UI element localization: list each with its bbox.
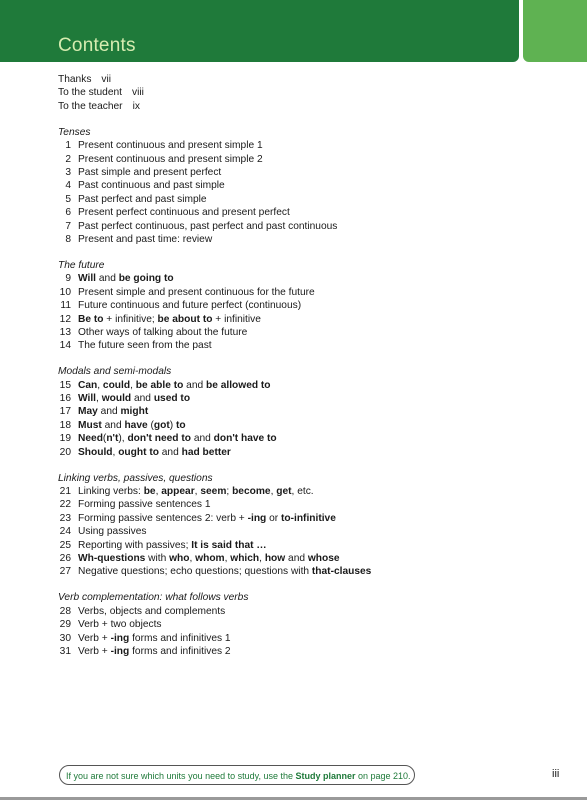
unit-title-text: Reporting with passives; bbox=[78, 539, 192, 551]
unit-title bbox=[78, 525, 147, 538]
unit-number: 24 bbox=[59, 526, 71, 538]
unit-title-text: and bbox=[183, 379, 206, 391]
unit-title-keyword: whom bbox=[195, 553, 225, 564]
unit-number: 16 bbox=[59, 393, 71, 405]
unit-title-keyword: become bbox=[232, 485, 271, 497]
unit-entry[interactable] bbox=[58, 552, 558, 565]
unit-title-keyword: It is said that … bbox=[191, 539, 267, 551]
unit-title-text: ), bbox=[118, 433, 128, 445]
unit-title-text: , bbox=[270, 485, 277, 497]
header-corner-tab bbox=[523, 0, 587, 62]
unit-title bbox=[78, 405, 148, 418]
unit-number: 13 bbox=[59, 326, 71, 338]
unit-number: 1 bbox=[65, 140, 71, 152]
unit-title bbox=[78, 153, 263, 166]
unit-title bbox=[78, 552, 340, 565]
unit-number: 12 bbox=[59, 313, 71, 325]
unit-title-text: forms and infinitives 2 bbox=[129, 645, 231, 657]
unit-title-keyword: to bbox=[176, 419, 186, 431]
unit-number: 11 bbox=[60, 300, 71, 312]
unit-title-keyword: be going to bbox=[118, 273, 174, 285]
unit-title-text: Forming passive sentences 2: verb + bbox=[78, 512, 248, 524]
front-matter-label: To the teacher bbox=[58, 100, 123, 112]
unit-title-text: Past perfect continuous, past perfect and past continuous bbox=[78, 220, 338, 232]
unit-entry[interactable] bbox=[58, 419, 558, 432]
unit-title-text: ( bbox=[147, 419, 154, 431]
unit-title-keyword: Will bbox=[78, 393, 97, 405]
unit-entry[interactable] bbox=[58, 193, 558, 206]
unit-title-text: , bbox=[155, 485, 162, 497]
sections bbox=[58, 126, 558, 659]
unit-title-text: Verb + bbox=[78, 645, 111, 657]
unit-title-text: with bbox=[145, 553, 170, 564]
unit-number: 25 bbox=[59, 539, 71, 551]
unit-title-text: and bbox=[190, 433, 214, 445]
unit-title-keyword: seem bbox=[200, 485, 227, 497]
unit-title-text: ) bbox=[169, 419, 176, 431]
unit-title-text: , bbox=[189, 553, 196, 564]
unit-number: 30 bbox=[59, 632, 71, 644]
unit-entry[interactable] bbox=[58, 220, 558, 233]
unit-title-keyword: ought to bbox=[118, 446, 159, 458]
page-number: iii bbox=[552, 768, 560, 780]
unit-title-text: and bbox=[158, 446, 182, 458]
front-matter-item[interactable] bbox=[58, 86, 558, 99]
unit-title bbox=[78, 485, 314, 498]
unit-title-keyword: Be to bbox=[78, 313, 104, 325]
contents-section bbox=[58, 259, 558, 353]
unit-title-text: and bbox=[131, 393, 154, 405]
unit-title bbox=[78, 618, 162, 631]
unit-title-keyword: get bbox=[276, 485, 292, 497]
unit-number: 14 bbox=[59, 340, 71, 352]
unit-title-text: Verb + bbox=[78, 632, 111, 644]
unit-number: 31 bbox=[59, 645, 71, 657]
unit-number: 26 bbox=[59, 553, 71, 564]
unit-title-keyword: got bbox=[153, 419, 170, 431]
unit-title-keyword: be allowed to bbox=[206, 379, 271, 391]
unit-title-text: Using passives bbox=[78, 526, 147, 538]
contents-list bbox=[58, 73, 558, 658]
unit-title-text: Verb + two objects bbox=[78, 619, 162, 631]
unit-title bbox=[78, 432, 277, 445]
unit-title bbox=[78, 272, 174, 285]
unit-title-text: Linking verbs: bbox=[78, 485, 144, 497]
unit-title-keyword: -ing bbox=[110, 632, 130, 644]
unit-title bbox=[78, 326, 247, 339]
unit-title-keyword: don't need to bbox=[127, 433, 191, 445]
unit-title-text: and bbox=[285, 553, 308, 564]
unit-entry[interactable] bbox=[58, 153, 558, 166]
unit-title-keyword: how bbox=[264, 553, 286, 564]
unit-title bbox=[78, 379, 271, 392]
section-title: Verb complementation: what follows verbs bbox=[58, 592, 249, 604]
section-title: The future bbox=[58, 259, 105, 271]
unit-entry[interactable] bbox=[58, 233, 558, 246]
unit-number: 22 bbox=[59, 499, 71, 511]
unit-number: 5 bbox=[65, 193, 71, 205]
unit-number: 3 bbox=[65, 166, 71, 178]
unit-title-text: Present continuous and present simple 2 bbox=[78, 153, 263, 165]
unit-number: 7 bbox=[65, 220, 71, 232]
unit-title bbox=[78, 313, 261, 326]
unit-title-text: Negative questions; echo questions; questions with bbox=[78, 566, 312, 578]
unit-title-text: Past simple and present perfect bbox=[78, 166, 222, 178]
unit-title-text: + infinitive bbox=[212, 313, 261, 325]
unit-title-keyword: used to bbox=[153, 393, 191, 405]
unit-title-keyword: -ing bbox=[110, 645, 130, 657]
unit-entry[interactable] bbox=[58, 565, 558, 578]
unit-entry[interactable] bbox=[58, 539, 558, 552]
unit-title-keyword: Must bbox=[78, 419, 102, 431]
unit-title-text: Present and past time: review bbox=[78, 233, 213, 245]
front-matter-page: vii bbox=[101, 74, 112, 85]
unit-entry[interactable] bbox=[58, 326, 558, 339]
unit-title bbox=[78, 139, 263, 152]
front-matter-item[interactable] bbox=[58, 73, 558, 86]
unit-number: 8 bbox=[65, 233, 71, 245]
unit-entry[interactable] bbox=[58, 299, 558, 312]
page-title: Contents bbox=[58, 35, 136, 56]
unit-number: 15 bbox=[59, 379, 71, 391]
unit-title-text: , bbox=[96, 393, 102, 405]
unit-title-keyword: Will bbox=[78, 273, 97, 285]
front-matter-label: To the student bbox=[58, 87, 122, 99]
unit-title-text: , bbox=[112, 446, 119, 458]
unit-entry[interactable] bbox=[58, 206, 558, 219]
unit-title bbox=[78, 193, 207, 206]
unit-entry[interactable] bbox=[58, 432, 558, 445]
unit-title bbox=[78, 339, 212, 352]
unit-title-text: Past perfect and past simple bbox=[78, 193, 207, 205]
contents-section bbox=[58, 472, 558, 579]
unit-title bbox=[78, 166, 221, 179]
unit-entry[interactable] bbox=[58, 405, 558, 418]
unit-title bbox=[78, 446, 231, 459]
unit-title-text: Verbs, objects and complements bbox=[78, 605, 226, 617]
unit-title-text: and bbox=[97, 406, 121, 418]
unit-title-keyword: be able to bbox=[135, 379, 184, 391]
unit-entry[interactable] bbox=[58, 498, 558, 511]
unit-number: 6 bbox=[65, 207, 71, 219]
unit-title-keyword: have bbox=[124, 419, 148, 431]
unit-title-text: , bbox=[97, 379, 103, 391]
unit-title-text: Present perfect continuous and present perfect bbox=[78, 207, 290, 219]
unit-title bbox=[78, 512, 336, 525]
unit-title-keyword: could bbox=[102, 379, 131, 391]
unit-title bbox=[78, 286, 315, 299]
unit-number: 21 bbox=[59, 485, 71, 497]
unit-title-text: , etc. bbox=[291, 485, 314, 497]
study-planner-note bbox=[59, 765, 415, 785]
unit-title-text: Other ways of talking about the future bbox=[78, 326, 248, 338]
unit-number: 4 bbox=[65, 180, 71, 192]
unit-title-text: ( bbox=[102, 433, 107, 445]
contents-section bbox=[58, 126, 558, 247]
unit-entry[interactable] bbox=[58, 392, 558, 405]
unit-title-keyword: Wh-questions bbox=[78, 553, 146, 564]
front-matter-page: viii bbox=[132, 87, 144, 99]
unit-entry[interactable] bbox=[58, 286, 558, 299]
unit-title bbox=[78, 498, 211, 511]
unit-title bbox=[78, 233, 212, 246]
unit-title bbox=[78, 392, 190, 405]
unit-title-keyword: to-infinitive bbox=[281, 512, 336, 524]
unit-title bbox=[78, 220, 337, 233]
unit-title-text: Present continuous and present simple 1 bbox=[78, 140, 263, 152]
unit-number: 20 bbox=[59, 446, 71, 458]
unit-entry[interactable] bbox=[58, 139, 558, 152]
unit-title-text: , bbox=[194, 485, 201, 497]
unit-title-keyword: n't bbox=[106, 433, 119, 445]
unit-title-text: , bbox=[224, 553, 231, 564]
unit-entry[interactable] bbox=[58, 485, 558, 498]
contents-section bbox=[58, 365, 558, 459]
unit-entry[interactable] bbox=[58, 632, 558, 645]
unit-title-text: , bbox=[259, 553, 265, 564]
section-title: Linking verbs, passives, questions bbox=[58, 472, 213, 484]
unit-number: 28 bbox=[59, 605, 71, 617]
unit-title bbox=[78, 632, 231, 645]
unit-title-keyword: Should bbox=[78, 446, 113, 458]
unit-title-text: or bbox=[266, 512, 281, 524]
unit-title bbox=[78, 179, 225, 192]
unit-title bbox=[78, 419, 186, 432]
unit-title bbox=[78, 299, 301, 312]
unit-title bbox=[78, 539, 267, 552]
study-planner-link[interactable]: Study planner bbox=[295, 771, 356, 781]
unit-number: 9 bbox=[65, 273, 71, 285]
unit-title-keyword: May bbox=[78, 406, 98, 418]
unit-title-keyword: appear bbox=[161, 485, 195, 497]
unit-entry[interactable] bbox=[58, 379, 558, 392]
unit-number: 23 bbox=[59, 512, 71, 524]
contents-section bbox=[58, 591, 558, 658]
section-title: Modals and semi-modals bbox=[58, 366, 172, 378]
unit-entry[interactable] bbox=[58, 618, 558, 631]
unit-number: 18 bbox=[59, 419, 71, 431]
note-text-before: If you are not sure which units you need to study, use the bbox=[66, 771, 296, 781]
unit-title-keyword: might bbox=[120, 406, 149, 418]
section-title: Tenses bbox=[58, 126, 91, 138]
note-text-after: on page 210. bbox=[355, 771, 411, 781]
unit-title-text: ; bbox=[226, 485, 233, 497]
unit-title-keyword: who bbox=[169, 553, 190, 564]
unit-entry[interactable] bbox=[58, 179, 558, 192]
unit-title-keyword: be bbox=[143, 485, 156, 497]
unit-title-text: and bbox=[96, 273, 119, 285]
unit-entry[interactable] bbox=[58, 166, 558, 179]
unit-entry[interactable] bbox=[58, 605, 558, 618]
unit-title-keyword: Can bbox=[78, 379, 98, 391]
unit-number: 29 bbox=[59, 619, 71, 631]
unit-entry[interactable] bbox=[58, 512, 558, 525]
unit-entry[interactable] bbox=[58, 272, 558, 285]
unit-title-text: The future seen from the past bbox=[78, 340, 212, 352]
front-matter-page: ix bbox=[132, 100, 140, 112]
unit-title-keyword: whose bbox=[307, 553, 340, 564]
unit-number: 2 bbox=[65, 153, 71, 165]
unit-number: 27 bbox=[59, 566, 71, 578]
unit-entry[interactable] bbox=[58, 446, 558, 459]
unit-title-text: Past continuous and past simple bbox=[78, 180, 225, 192]
unit-title-text: , bbox=[130, 379, 136, 391]
unit-title-keyword: be about to bbox=[157, 313, 213, 325]
unit-entry[interactable] bbox=[58, 525, 558, 538]
unit-title-text: + infinitive; bbox=[103, 313, 158, 325]
unit-number: 19 bbox=[59, 433, 71, 445]
unit-number: 10 bbox=[59, 286, 71, 298]
unit-title-keyword: which bbox=[230, 553, 260, 564]
unit-entry[interactable] bbox=[58, 645, 558, 658]
unit-number: 17 bbox=[59, 406, 71, 418]
unit-title bbox=[78, 206, 290, 219]
unit-title-text: Future continuous and future perfect (continuous) bbox=[78, 300, 302, 312]
front-matter-item[interactable] bbox=[58, 100, 558, 113]
unit-title-keyword: that-clauses bbox=[311, 566, 372, 578]
unit-title bbox=[78, 565, 371, 578]
unit-title bbox=[78, 605, 225, 618]
unit-title-text: and bbox=[101, 419, 125, 431]
unit-title-keyword: had better bbox=[181, 446, 231, 458]
unit-title bbox=[78, 645, 231, 658]
unit-title-keyword: don't have to bbox=[213, 433, 277, 445]
unit-title-keyword: would bbox=[101, 393, 132, 405]
unit-entry[interactable] bbox=[58, 313, 558, 326]
unit-title-text: forms and infinitives 1 bbox=[129, 632, 231, 644]
unit-entry[interactable] bbox=[58, 339, 558, 352]
front-matter bbox=[58, 73, 558, 113]
unit-title-keyword: Need bbox=[78, 433, 103, 445]
unit-title-keyword: -ing bbox=[247, 512, 267, 524]
front-matter-label: Thanks bbox=[58, 74, 92, 85]
unit-title-text: Forming passive sentences 1 bbox=[78, 499, 211, 511]
unit-title-text: Present simple and present continuous for the future bbox=[78, 286, 315, 298]
